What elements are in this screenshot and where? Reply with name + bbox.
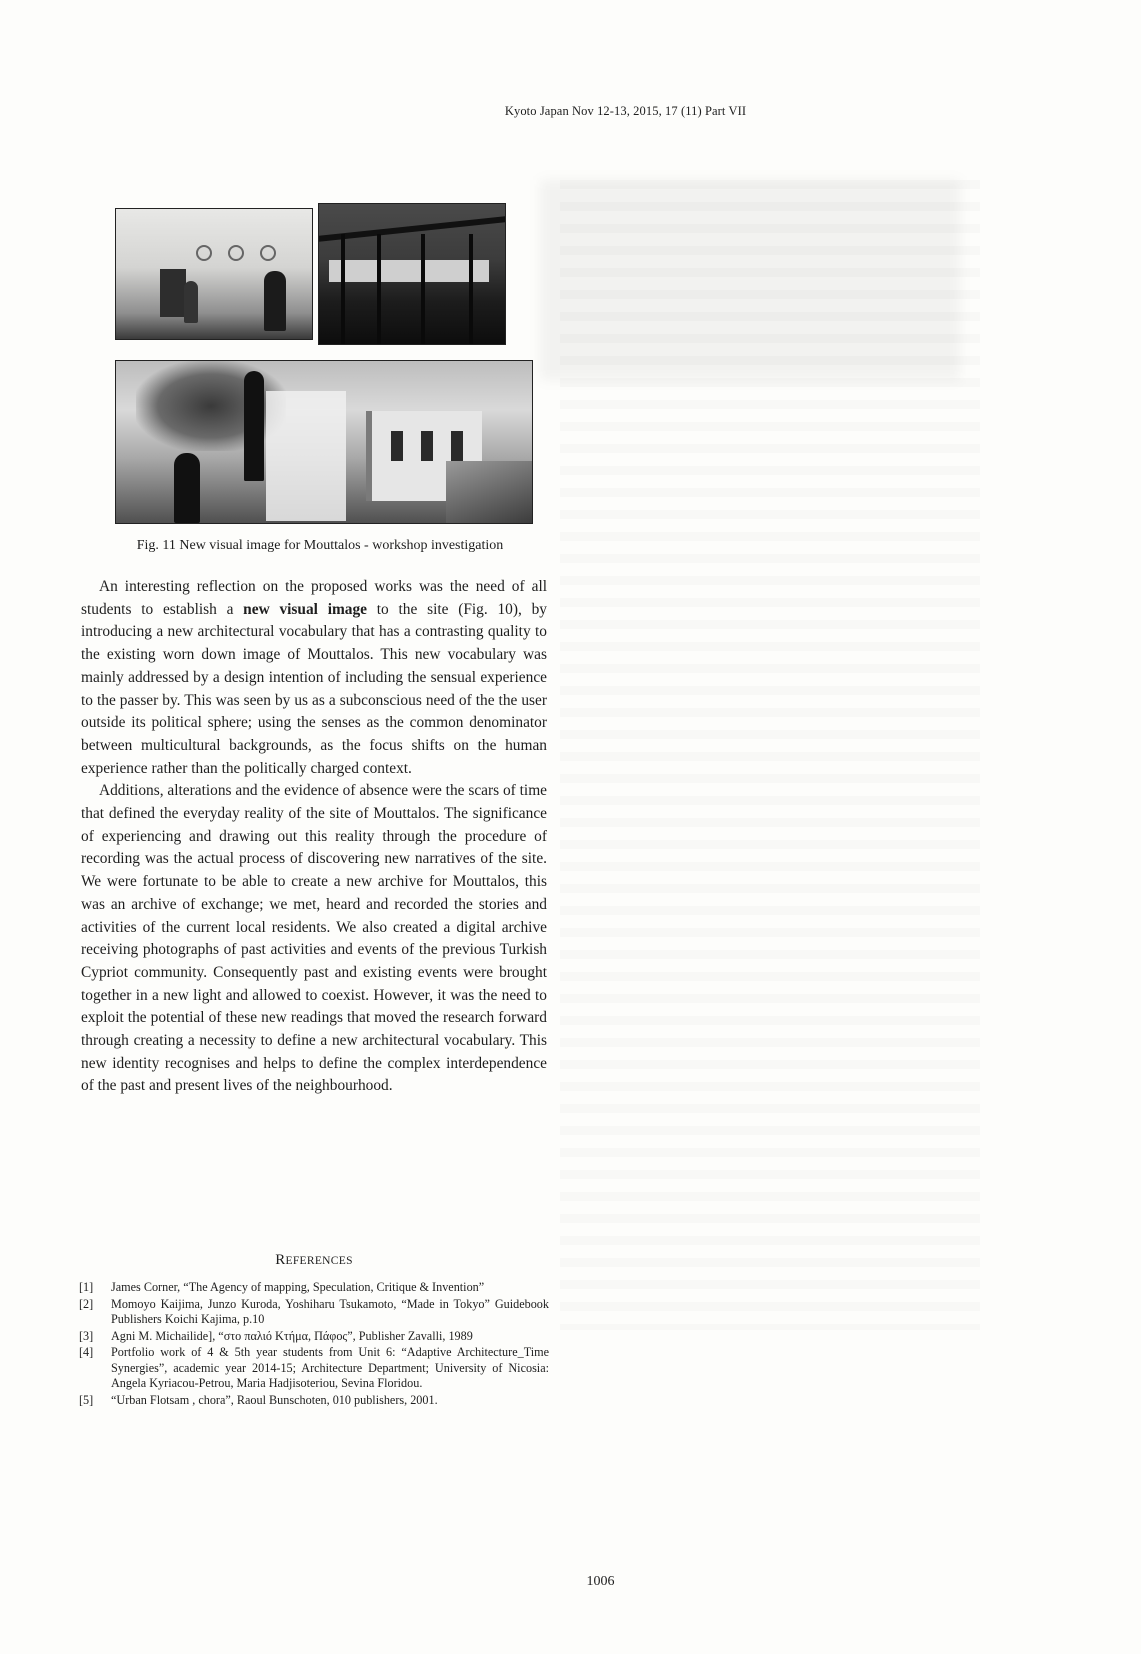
paragraph bbox=[81, 576, 547, 780]
photo-window bbox=[391, 431, 403, 461]
reference-number: [1] bbox=[79, 1280, 94, 1294]
decor-ornament bbox=[228, 245, 244, 261]
reference-number: [4] bbox=[79, 1345, 94, 1359]
photo-figure-silhouette bbox=[264, 271, 286, 331]
running-head: Kyoto Japan Nov 12-13, 2015, 17 (11) Part VII bbox=[504, 104, 747, 118]
photo-light-patch bbox=[266, 391, 346, 521]
photo-doorway bbox=[160, 269, 186, 317]
figure-photo-street bbox=[115, 360, 533, 524]
paragraph-text: to the site (Fig. 10), by introducing a new architectural vocabulary that has a contrasting quality to the existing worn down image of Mouttalos. This new vocabulary was mainly addressed by a design intention of including the sensual experience to the passer by. This was seen by us as a subconscious need of the the user outside its political sphere; using the senses as the common denominator between multicultural backgrounds, as the focus shifts on the human experience rather than the politically charged context. bbox=[81, 600, 547, 777]
photo-figure-silhouette bbox=[184, 281, 198, 323]
emphasis-text: new visual image bbox=[243, 600, 368, 618]
references-heading-rest: EFERENCES bbox=[285, 1255, 353, 1267]
references-heading bbox=[81, 1252, 547, 1269]
reference-item bbox=[79, 1280, 549, 1296]
paragraph: Additions, alterations and the evidence of absence were the scars of time that defined the everyday reality of the site of Mouttalos. The significance of experiencing and drawing out this reality through the procedure of recording was the actual process of discovering new narratives of the site. We were fortunate to be able to create a new archive for Mouttalos, this was an archive of exchange; we met, heard and recorded the stories and activities of the current local residents. We also created a digital archive receiving photographs of past activities and events of the previous Turkish Cypriot community. Consequently past and existing events were brought together in a new light and allowed to coexist. However, it was the need to exploit the potential of these new readings that moved the research forward through creating a necessity to define a new architectural vocabulary. This new identity recognises and helps to define the complex interdependence of the past and present lives of the neighbourhood. bbox=[81, 782, 547, 1095]
figure-caption: Fig. 11 New visual image for Mouttalos - workshop investigation bbox=[136, 538, 504, 553]
body-text bbox=[81, 576, 547, 1098]
reference-text: Agni M. Michailide], “στο παλιό Κτήμα, Πάφος”, Publisher Zavalli, 1989 bbox=[111, 1328, 473, 1343]
reference-text: Portfolio work of 4 & 5th year students from Unit 6: “Adaptive Architecture_Time Synergies”, academic year 2014-15; Architecture Department; University of Nicosia: Angela Kyriacou-Petrou, Maria Hadjisoteriou, Sevina Floridou. bbox=[111, 1345, 549, 1390]
photo-post bbox=[421, 234, 425, 344]
references-heading-initial: R bbox=[275, 1252, 286, 1268]
photo-window bbox=[421, 431, 433, 461]
reference-text: “Urban Flotsam , chora”, Raoul Bunschoten, 010 publishers, 2001. bbox=[111, 1392, 438, 1407]
reference-item bbox=[79, 1393, 549, 1409]
figure-photo-courtyard bbox=[115, 208, 313, 340]
references-list bbox=[79, 1280, 549, 1409]
photo-figure-silhouette bbox=[174, 453, 200, 523]
reference-item bbox=[79, 1345, 549, 1392]
photo-post bbox=[469, 234, 473, 344]
reference-item bbox=[79, 1297, 549, 1328]
reference-number: [3] bbox=[79, 1328, 94, 1343]
paragraph-text: An interesting reflection on the proposed works was the need of all students to establish a bbox=[81, 578, 547, 618]
photo-figure-silhouette bbox=[244, 371, 264, 481]
figure-photo-structure bbox=[318, 203, 506, 345]
reference-item bbox=[79, 1329, 549, 1345]
photo-beam bbox=[319, 216, 505, 242]
photo-window bbox=[451, 431, 463, 461]
reference-text: Momoyo Kaijima, Junzo Kuroda, Yoshiharu Tsukamoto, “Made in Tokyo” Guidebook Publishers Koichi Kajima, p.10 bbox=[111, 1296, 549, 1326]
decor-ornament bbox=[260, 245, 276, 261]
decor-ornament bbox=[196, 245, 212, 261]
bleed-through-texture bbox=[560, 180, 980, 1330]
photo-post bbox=[341, 234, 345, 344]
page-number: 1006 bbox=[586, 1574, 615, 1589]
photo-sky bbox=[329, 260, 489, 282]
reference-number: [5] bbox=[79, 1392, 94, 1407]
photo-post bbox=[377, 234, 381, 344]
photo-road bbox=[446, 461, 532, 523]
reference-text: James Corner, “The Agency of mapping, Speculation, Critique & Invention” bbox=[111, 1280, 485, 1294]
reference-number: [2] bbox=[79, 1296, 94, 1311]
